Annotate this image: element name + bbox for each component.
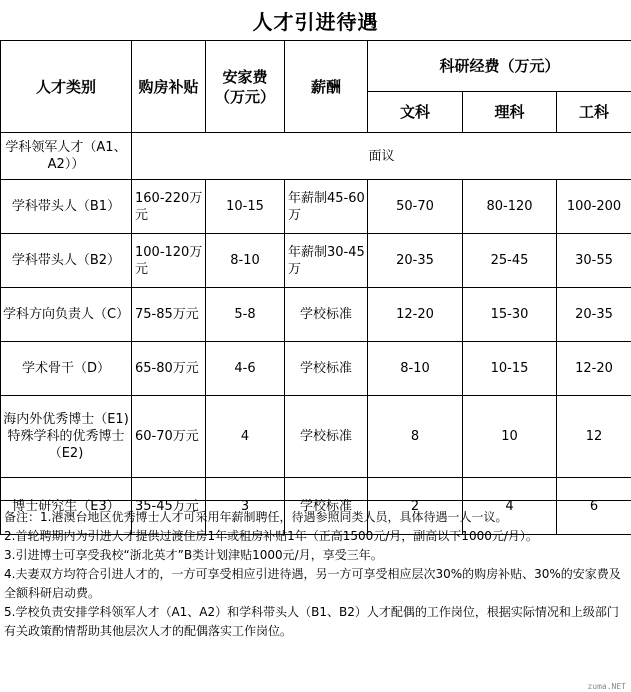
cell-category: 学科带头人（B2）: [1, 234, 132, 288]
cell-science: 10: [463, 396, 557, 478]
cell-salary: 学校标准: [285, 396, 368, 478]
cell-category: 学科方向负责人（C）: [1, 288, 132, 342]
cell-housing: 75-85万元: [132, 288, 206, 342]
cell-category: 海内外优秀博士（E1)特殊学科的优秀博士（E2): [1, 396, 132, 478]
cell-salary: 年薪制30-45万: [285, 234, 368, 288]
cell-salary: 年薪制45-60万: [285, 180, 368, 234]
cell-settlement: 8-10: [206, 234, 285, 288]
cell-category: 学术骨干（D）: [1, 342, 132, 396]
header-salary: 薪酬: [285, 41, 368, 133]
cell-category: 学科带头人（B1）: [1, 180, 132, 234]
cell-science: 15-30: [463, 288, 557, 342]
cell-engineering: 6: [557, 478, 631, 535]
header-housing-subsidy: 购房补贴: [132, 41, 206, 133]
cell-housing: 65-80万元: [132, 342, 206, 396]
cell-settlement: 3: [206, 478, 285, 535]
note-5: 5.学校负责安排学科领军人才（A1、A2）和学科带头人（B1、B2）人才配偶的工作岗位，根据实际情况和上级部门有关政策酌情帮助其他层次人才的配偶落实工作岗位。: [4, 605, 619, 638]
cell-arts: 50-70: [368, 180, 463, 234]
cell-engineering: 12-20: [557, 342, 631, 396]
cell-settlement: 5-8: [206, 288, 285, 342]
cell-housing: 35-45万元: [132, 478, 206, 535]
cell-engineering: 20-35: [557, 288, 631, 342]
cell-housing: 100-120万元: [132, 234, 206, 288]
cell-salary: 学校标准: [285, 342, 368, 396]
cell-arts: 8-10: [368, 342, 463, 396]
cell-engineering: 100-200: [557, 180, 631, 234]
cell-category: 学科领军人才（A1、A2））: [1, 133, 132, 180]
cell-science: 4: [463, 478, 557, 535]
cell-science: 25-45: [463, 234, 557, 288]
cell-arts: 2: [368, 478, 463, 535]
cell-science: 10-15: [463, 342, 557, 396]
table-row: [1, 234, 631, 288]
header-settlement-fee: 安家费（万元）: [206, 41, 285, 133]
table-row: [1, 288, 631, 342]
header-research-funding: 科研经费（万元）: [368, 41, 631, 92]
cell-settlement: 4: [206, 396, 285, 478]
watermark: zuma.NET: [587, 682, 626, 691]
page-title: 人才引进待遇: [0, 0, 631, 41]
table-row: [1, 396, 631, 478]
table-row: [1, 180, 631, 234]
cell-settlement: 10-15: [206, 180, 285, 234]
cell-housing: 160-220万元: [132, 180, 206, 234]
header-arts: 文科: [368, 92, 463, 133]
note-1: 备注：1.港澳台地区优秀博士人才可采用年薪制聘任，待遇参照同类人员，具体待遇一人一议。: [4, 510, 508, 524]
table-row: [1, 133, 631, 180]
table-row: [1, 342, 631, 396]
cell-salary: 学校标准: [285, 478, 368, 535]
note-2: 2.首轮聘期内为引进人才提供过渡住房1年或租房补贴1年（正高1500元/月，副高以下1000元/月）。: [4, 529, 538, 543]
header-science: 理科: [463, 92, 557, 133]
cell-negotiable: 面议: [132, 133, 631, 180]
cell-arts: 20-35: [368, 234, 463, 288]
cell-salary: 学校标准: [285, 288, 368, 342]
cell-category: 博士研究生（E3）: [1, 478, 132, 535]
cell-settlement: 4-6: [206, 342, 285, 396]
cell-engineering: 30-55: [557, 234, 631, 288]
note-4: 4.夫妻双方均符合引进人才的，一方可享受相应引进待遇，另一方可享受相应层次30%的购房补贴、30%的安家费及全额科研启动费。: [4, 567, 621, 600]
talent-benefits-table: [0, 40, 631, 535]
header-row: [1, 41, 631, 92]
cell-housing: 60-70万元: [132, 396, 206, 478]
header-engineering: 工科: [557, 92, 631, 133]
cell-science: 80-120: [463, 180, 557, 234]
header-category: 人才类别: [1, 41, 132, 133]
note-3: 3.引进博士可享受我校“浙北英才”B类计划津贴1000元/月，享受三年。: [4, 548, 383, 562]
cell-engineering: 12: [557, 396, 631, 478]
cell-arts: 12-20: [368, 288, 463, 342]
cell-arts: 8: [368, 396, 463, 478]
notes-section: [0, 500, 631, 692]
